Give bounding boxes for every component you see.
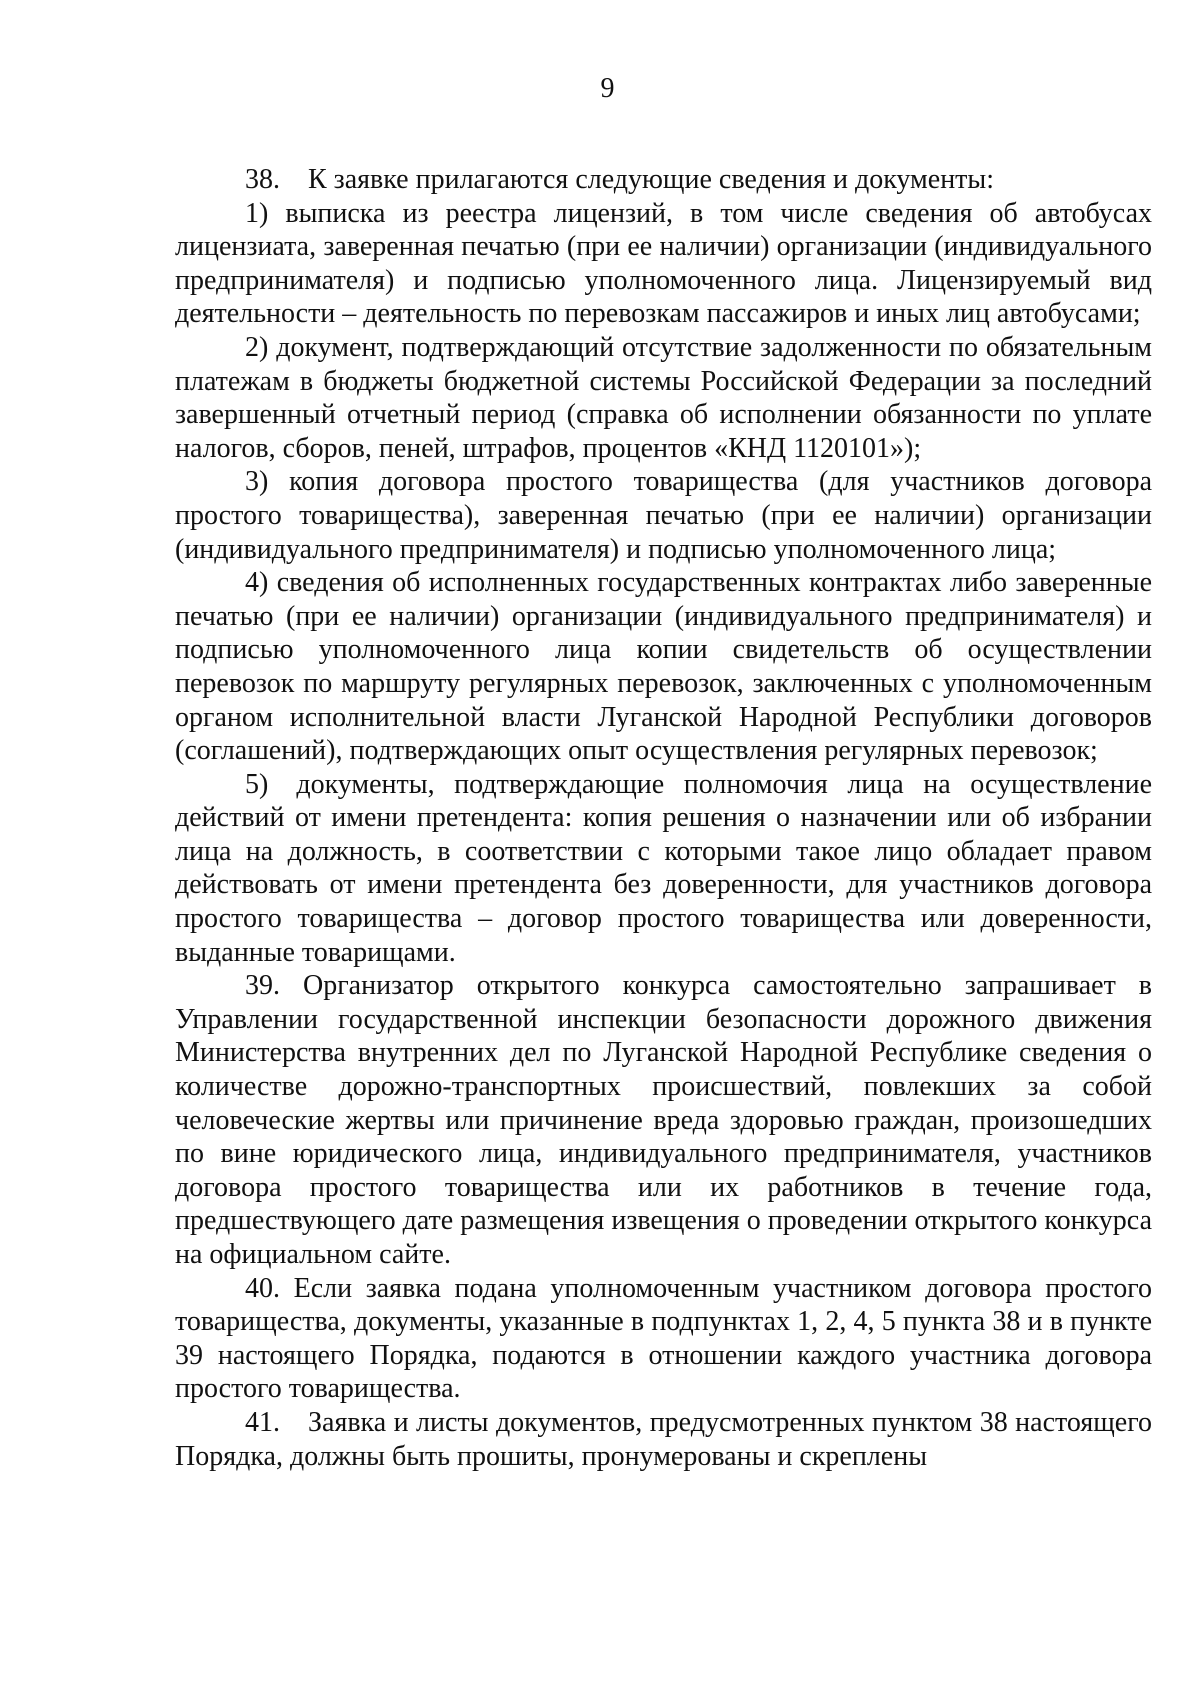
paragraph-40: 40. Если заявка подана уполномоченным участником договора простого товарищества, документы, указанные в подпунктах 1, 2, 4, 5 пункта 38 и в пункте 39 настоящего Порядка, подаются в отношении каждого участника договора простого товарищества. <box>175 1272 1152 1405</box>
paragraph-38-item-3: 3) копия договора простого товарищества (для участников договора простого товарищества), заверенная печатью (при ее наличии) организации (индивидуального предпринимателя) и подписью уполномоченного лица; <box>175 466 1152 565</box>
paragraph-39: 39. Организатор открытого конкурса самостоятельно запрашивает в Управлении государственной инспекции безопасности дорожного движения Министерства внутренних дел по Луганской Народной Республике сведения о количестве дорожно-транспортных происшествий, повлекших за собой человеческие жертвы или причинение вреда здоровью граждан, произошедших по вине юридического лица, индивидуального предпринимателя, участников договора простого товарищества или их работников в течение года, предшествующего дате размещения извещения о проведении открытого конкурса на официальном сайте. <box>175 970 1152 1270</box>
paragraph-38-item-2: 2) документ, подтверждающий отсутствие задолженности по обязательным платежам в бюджеты бюджетной системы Российской Федерации за последний завершенный отчетный период (справка об исполнении обязанности по уплате налогов, сборов, пеней, штрафов, процентов «КНД 1120101»); <box>175 331 1152 464</box>
paragraph-38-item-5: 5) документы, подтверждающие полномочия лица на осуществление действий от имени претендента: копия решения о назначении или об избрании лица на должность, в соответствии с которыми такое лицо обладает правом действовать от имени претендента без доверенности, для участников договора простого товарищества – договор простого товарищества или доверенности, выданные товарищами. <box>175 768 1152 968</box>
page-number: 9 <box>600 73 615 104</box>
paragraph-41: 41. Заявка и листы документов, предусмотренных пунктом 38 настоящего Порядка, должны быть прошиты, пронумерованы и скреплены <box>175 1406 1152 1472</box>
paragraph-38-item-4: 4) сведения об исполненных государственных контрактах либо заверенные печатью (при ее наличии) организации (индивидуального предпринимателя) и подписью уполномоченного лица копии свидетельств об осуществлении перевозок по маршруту регулярных перевозок, заключенных с уполномоченным органом исполнительной власти Луганской Народной Республики договоров (соглашений), подтверждающих опыт осуществления регулярных перевозок; <box>175 567 1152 767</box>
document-body <box>175 163 1152 1473</box>
paragraph-38-item-1: 1) выписка из реестра лицензий, в том числе сведения об автобусах лицензиата, заверенная печатью (при ее наличии) организации (индивидуального предпринимателя) и подписью уполномоченного лица. Лицензируемый вид деятельности – деятельность по перевозкам пассажиров и иных лиц автобусами; <box>175 197 1152 330</box>
paragraph-38: 38. К заявке прилагаются следующие сведения и документы: <box>245 164 994 195</box>
